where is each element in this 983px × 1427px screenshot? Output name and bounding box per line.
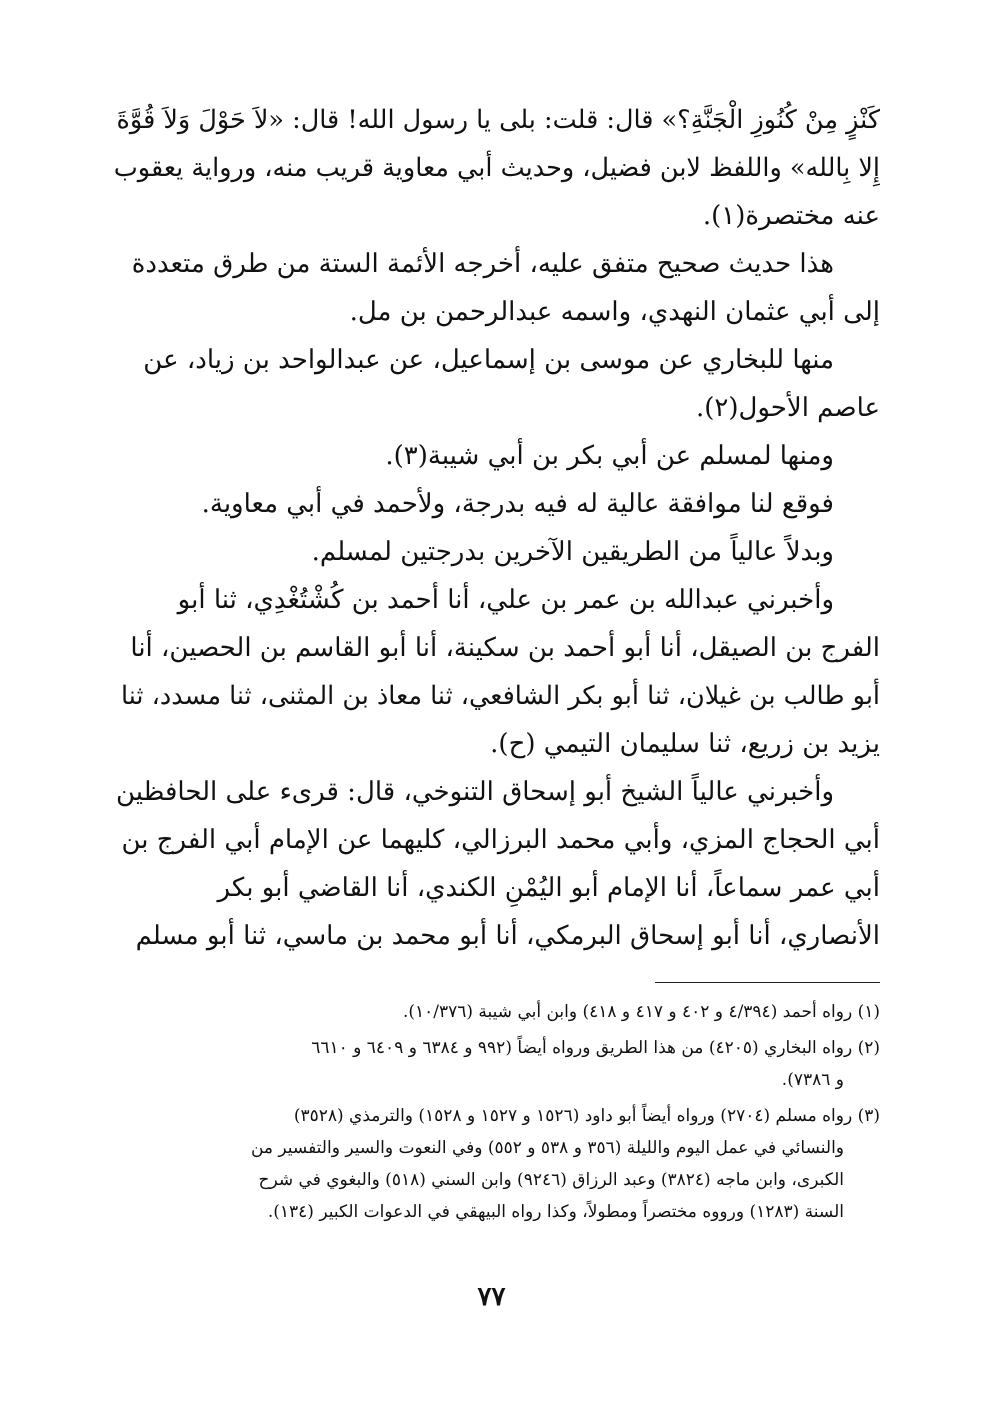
text-line: ومنها لمسلم عن أبي بكر بن أبي شيبة(٣).: [385, 441, 834, 471]
text-line: يزيد بن زريع، ثنا سليمان التيمي (ح).: [490, 729, 880, 759]
footnote-line: (٢) رواه البخاري (٤٢٠٥) من هذا الطريق ورواه أيضاً (٩٩٢ و ٦٣٨٤ و ٦٤٠٩ و ٦٦١٠: [311, 1038, 880, 1058]
text-line: فوقع لنا موافقة عالية له فيه بدرجة، ولأحمد في أبي معاوية.: [201, 489, 834, 519]
footnote-line: (١) رواه أحمد (٤/٣٩٤ و ٤٠٢ و ٤١٧ و ٤١٨) وابن أبي شيبة (١٠/٣٧٦).: [402, 1002, 880, 1022]
text-line: أبو طالب بن غيلان، ثنا أبو بكر الشافعي، ثنا معاذ بن المثنى، ثنا مسدد، ثنا: [120, 681, 880, 711]
footnote-line: (٣) رواه مسلم (٢٧٠٤) ورواه أيضاً أبو داود (١٥٢٦ و ١٥٢٧ و ١٥٢٨) والترمذي (٣٥٢٨): [293, 1106, 880, 1126]
text-line: الفرج بن الصيقل، أنا أبو أحمد بن سكينة، أنا أبو القاسم بن الحصين، أنا: [130, 633, 880, 663]
text-line: عاصم الأحول(٢).: [695, 393, 880, 423]
footnote-line: السنة (١٢٨٣) ورووه مختصراً ومطولاً، وكذا رواه البيهقي في الدعوات الكبير (١٣٤).: [267, 1202, 844, 1222]
text-line: منها للبخاري عن موسى بن إسماعيل، عن عبدالواحد بن زياد، عن: [143, 345, 834, 375]
text-line: أبي الحجاج المزي، وأبي محمد البرزالي، كليهما عن الإمام أبي الفرج بن: [121, 825, 880, 855]
text-line: وبدلاً عالياً من الطريقين الآخرين بدرجتين لمسلم.: [311, 537, 834, 567]
main-text: [108, 96, 880, 960]
text-line: هذا حديث صحيح متفق عليه، أخرجه الأئمة الستة من طرق متعددة: [131, 249, 834, 279]
text-line: إلى أبي عثمان النهدي، واسمه عبدالرحمن بن مل.: [349, 297, 880, 327]
text-line: إِلا بِالله» واللفظ لابن فضيل، وحديث أبي معاوية قريب منه، ورواية يعقوب: [113, 153, 880, 183]
text-line: أبي عمر سماعاً، أنا الإمام أبو اليُمْنِ الكندي، أنا القاضي أبو بكر: [217, 873, 880, 903]
page-number: ٧٧: [477, 1282, 506, 1312]
text-line: وأخبرني عبدالله بن عمر بن علي، أنا أحمد بن كُشْتُغْدِي، ثنا أبو: [177, 585, 834, 615]
footnotes: [108, 996, 880, 1228]
footnote-separator: [655, 982, 880, 983]
text-line: كَنْزٍ مِنْ كُنُوزِ الْجَنَّةِ؟» قال: قلت: بلى يا رسول الله! قال: «لاَ حَوْلَ وَلاَ قُوَّةَ: [116, 105, 880, 135]
text-line: الأنصاري، أنا أبو إسحاق البرمكي، أنا أبو محمد بن ماسي، ثنا أبو مسلم: [135, 921, 880, 951]
footnote-line: و ٧٣٨٦).: [781, 1070, 844, 1090]
text-line: عنه مختصرة(١).: [702, 201, 880, 231]
footnote-line: الكبرى، وابن ماجه (٣٨٢٤) وعبد الرزاق (٩٢٤٦) وابن السني (٥١٨) والبغوي في شرح: [258, 1170, 844, 1190]
text-line: وأخبرني عالياً الشيخ أبو إسحاق التنوخي، قال: قرىء على الحافظين: [116, 777, 834, 807]
footnote-line: والنسائي في عمل اليوم والليلة (٣٥٦ و ٥٣٨ و ٥٥٢) وفي النعوت والسير والتفسير من: [250, 1138, 844, 1158]
